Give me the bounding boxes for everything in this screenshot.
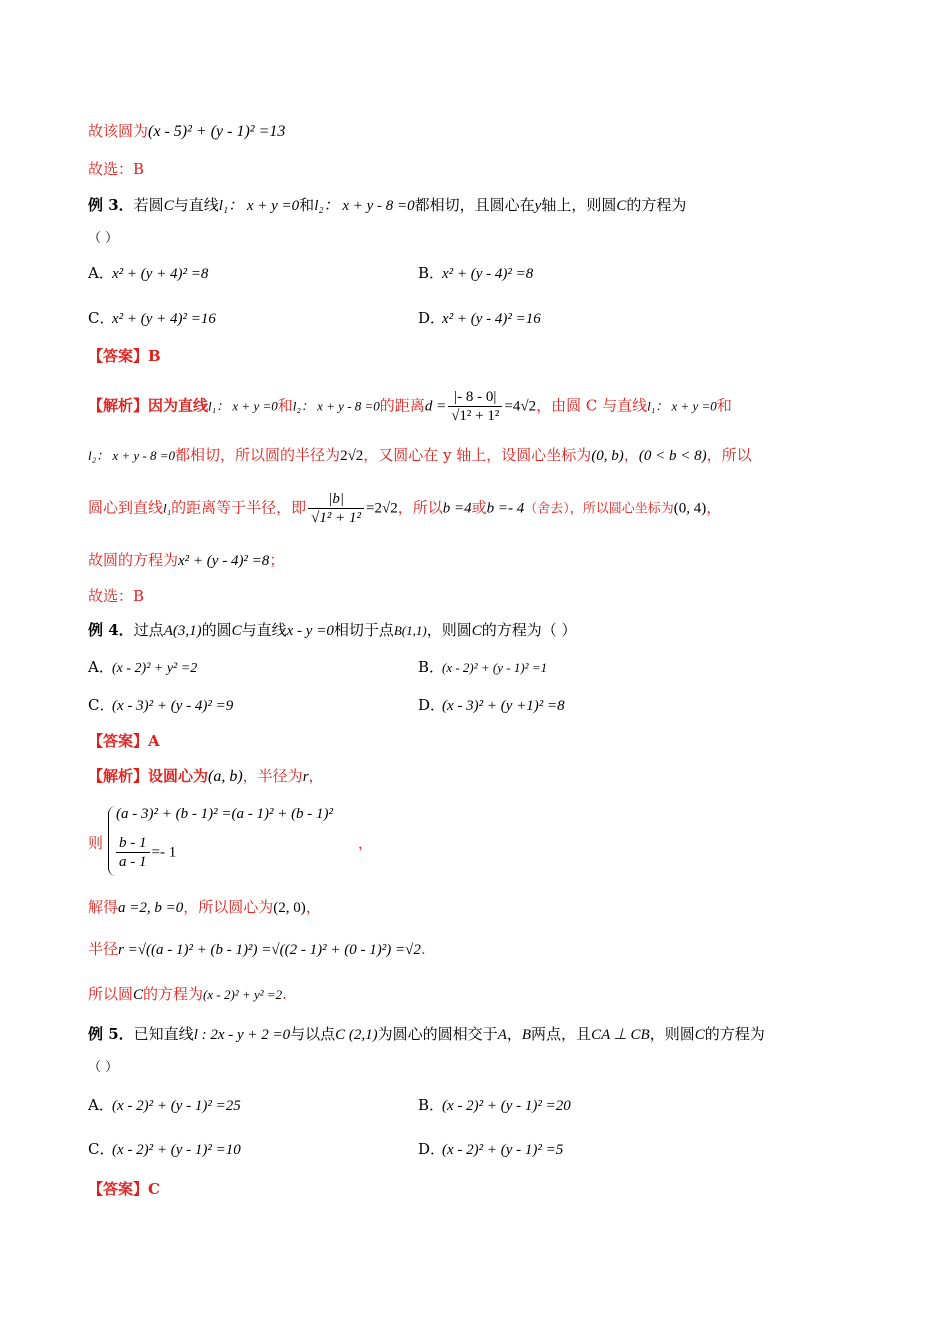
option-text: (x - 2)² + (y - 1)² =5 — [442, 1142, 564, 1158]
math: l₂： x + y - 8 =0 — [88, 448, 176, 463]
math: (0, b) — [591, 448, 624, 464]
option-text: x² + (y - 4)² =8 — [442, 266, 534, 282]
text: 与直线 — [241, 621, 287, 639]
math: C — [694, 1027, 705, 1043]
text: 都相切，且圆心在 — [414, 196, 535, 214]
example-label: 例 5． — [88, 1025, 134, 1043]
math: l₁： x + y =0 — [218, 198, 300, 214]
math: r — [302, 769, 309, 785]
text: ， — [706, 498, 722, 517]
option-a — [88, 656, 197, 680]
answer-line: 【答案】A — [88, 732, 160, 750]
fraction — [116, 834, 150, 871]
example-label: 例 4． — [88, 621, 134, 639]
text: 和 — [277, 396, 293, 415]
text: ，由圆 C 与直线 — [536, 396, 648, 415]
option-text: (x - 2)² + y² =2 — [112, 661, 198, 676]
analysis-line — [88, 388, 890, 425]
text: ，所以圆心为 — [183, 898, 274, 916]
option-d — [418, 307, 541, 330]
option-c — [88, 1138, 241, 1161]
option-b — [418, 1094, 571, 1117]
analysis-line — [88, 765, 890, 788]
math: (2, 0) — [273, 900, 306, 916]
option-label: B． — [418, 1096, 445, 1114]
question-ex4 — [88, 619, 890, 642]
analysis-line — [88, 549, 890, 572]
text: 解得 — [88, 898, 119, 916]
math: l₁ — [163, 500, 172, 516]
text: 与直线 — [173, 196, 219, 214]
analysis-line — [88, 444, 890, 467]
option-label: A． — [88, 264, 114, 282]
text: ， — [305, 898, 321, 916]
option-b — [418, 262, 533, 285]
option-a — [88, 1094, 241, 1117]
text: 的方程为 — [704, 1025, 765, 1043]
option-c — [88, 307, 216, 330]
solution-line — [88, 120, 890, 143]
text: 圆心到直线 — [88, 498, 164, 517]
math: B — [521, 1027, 532, 1043]
math: =2√2 — [366, 500, 398, 517]
text: ，又圆心在 y 轴上，设圆心坐标为 — [363, 446, 592, 464]
text: ， — [308, 767, 324, 785]
math: (0, 4) — [673, 500, 707, 517]
numerator: |b| — [308, 490, 364, 509]
option-text: (x - 2)² + (y - 1)² =1 — [442, 660, 548, 675]
option-label: D． — [418, 696, 446, 714]
math: l : 2x - y + 2 =0 — [193, 1027, 291, 1043]
math: C (2,1) — [335, 1027, 378, 1043]
equation — [114, 834, 176, 871]
math: A(3,1) — [163, 623, 202, 639]
option-label: B． — [418, 264, 445, 282]
answer-paren: （ ） — [88, 1060, 119, 1075]
text: 半径 — [88, 940, 119, 958]
text: 和 — [716, 396, 732, 415]
denominator: √1² + 1² — [311, 510, 362, 526]
numerator: |- 8 - 0| — [448, 388, 502, 407]
text: 的方程为（ ） — [481, 621, 577, 639]
denominator: a - 1 — [119, 854, 147, 870]
text: 的方程为 — [143, 985, 204, 1003]
option-label: C． — [88, 309, 115, 327]
math: B(1,1) — [393, 623, 427, 638]
equation: (a - 3)² + (b - 1)² =(a - 1)² + (b - 1)² — [116, 806, 334, 822]
math: y — [534, 198, 542, 214]
math: 2√2 — [340, 448, 364, 464]
math: x - y =0 — [286, 623, 334, 639]
option-text: (x - 2)² + (y - 1)² =10 — [112, 1142, 241, 1158]
text: ，则圆 — [649, 1025, 695, 1043]
option-text: x² + (y - 4)² =16 — [442, 311, 541, 327]
analysis-line — [88, 983, 890, 1006]
option-d — [418, 694, 565, 717]
text: 【解析】设圆心为 — [88, 767, 209, 785]
text: ， — [506, 1025, 522, 1043]
option-d — [418, 1138, 563, 1161]
text: . — [420, 940, 426, 958]
example-label: 例 3． — [88, 196, 134, 214]
text: 为圆心的圆相交于 — [377, 1025, 498, 1043]
analysis-line: 故选：B — [88, 587, 145, 605]
math: r =√((a - 1)² + (b - 1)²) =√((2 - 1)² + (0 - 1)²) =√2 — [118, 942, 421, 958]
text: 的距离等于半径，即 — [171, 498, 307, 517]
math: l₁： x + y =0 — [647, 398, 717, 414]
question-ex3 — [88, 194, 890, 217]
math: (x - 2)² + y² =2 — [203, 987, 283, 1002]
question-ex5 — [88, 1023, 890, 1046]
analysis-line — [88, 490, 890, 527]
text: ； — [269, 551, 285, 569]
solution-line: 故选：B — [88, 160, 145, 178]
math: b =- 4 — [486, 500, 525, 517]
analysis-line — [88, 896, 890, 919]
denominator: √1² + 1² — [451, 408, 500, 424]
math: d = — [424, 398, 447, 415]
text: 的方程为 — [626, 196, 687, 214]
math: x² + (y - 4)² =8 — [178, 553, 270, 569]
answer-line: 【答案】C — [88, 1180, 160, 1198]
math: C — [616, 198, 627, 214]
text: 轴上，则圆 — [541, 196, 617, 214]
option-text: (x - 2)² + (y - 1)² =25 — [112, 1098, 241, 1114]
math: C — [471, 623, 482, 639]
math: C — [231, 623, 242, 639]
math: l₁： x + y =0 — [208, 398, 278, 414]
text: . — [282, 985, 287, 1003]
option-label: C． — [88, 1140, 115, 1158]
math: l₂： x + y - 8 =0 — [314, 198, 415, 214]
text: 和 — [299, 196, 315, 214]
math: (a, b) — [208, 768, 243, 785]
answer-line: 【答案】B — [88, 347, 161, 365]
option-text: (x - 3)² + (y - 4)² =9 — [112, 698, 234, 714]
fraction — [308, 490, 364, 527]
text: 则 — [88, 834, 104, 852]
analysis-line — [88, 938, 890, 961]
option-label: D． — [418, 309, 446, 327]
text: 两点，且 — [531, 1025, 592, 1043]
text: 故圆的方程为 — [88, 551, 179, 569]
text: （舍去），所以圆心坐标为 — [524, 501, 674, 517]
numerator: b - 1 — [116, 834, 150, 853]
math: C — [163, 198, 174, 214]
text: ，半径为 — [242, 767, 303, 785]
text: 过点 — [133, 621, 164, 639]
math: A — [497, 1027, 507, 1043]
text: 的圆 — [201, 621, 232, 639]
option-text: (x - 3)² + (y +1)² =8 — [442, 698, 565, 714]
option-label: D． — [418, 1140, 446, 1158]
text: 故该圆为 — [88, 122, 149, 140]
option-label: B． — [418, 658, 445, 676]
option-a — [88, 262, 208, 285]
text: ，所以 — [706, 446, 752, 464]
math: =4√2 — [504, 398, 537, 415]
text: ，则圆 — [426, 621, 472, 639]
text: 与以点 — [290, 1025, 336, 1043]
text: ， — [358, 834, 374, 852]
text: 所以圆 — [88, 985, 134, 1003]
math: l₂： x + y - 8 =0 — [292, 398, 380, 414]
text: 若圆 — [133, 196, 164, 214]
text: ，所以 — [397, 498, 443, 517]
equation: (x - 5)² + (y - 1)² =13 — [148, 123, 286, 140]
text: 都相切，所以圆的半径为 — [175, 446, 341, 464]
text: 【解析】因为直线 — [88, 396, 209, 415]
option-text: (x - 2)² + (y - 1)² =20 — [442, 1098, 571, 1114]
math: (0 < b < 8) — [638, 448, 707, 464]
fraction — [448, 388, 502, 425]
option-label: A． — [88, 1096, 114, 1114]
option-text: x² + (y + 4)² =16 — [112, 311, 216, 327]
math: =- 1 — [151, 844, 177, 861]
text: 的距离 — [379, 396, 425, 415]
math: CA ⊥ CB — [591, 1027, 650, 1043]
math: a =2, b =0 — [118, 900, 184, 916]
text: 相切于点 — [333, 621, 394, 639]
math: b =4 — [442, 500, 472, 517]
option-b — [418, 656, 547, 679]
text: ， — [623, 446, 639, 464]
option-c — [88, 694, 233, 717]
answer-paren: （ ） — [88, 231, 119, 246]
math: C — [133, 987, 144, 1003]
option-label: C． — [88, 696, 115, 714]
text: 或 — [471, 498, 487, 517]
option-text: x² + (y + 4)² =8 — [112, 266, 209, 282]
text: 已知直线 — [133, 1025, 194, 1043]
option-label: A． — [88, 658, 114, 676]
